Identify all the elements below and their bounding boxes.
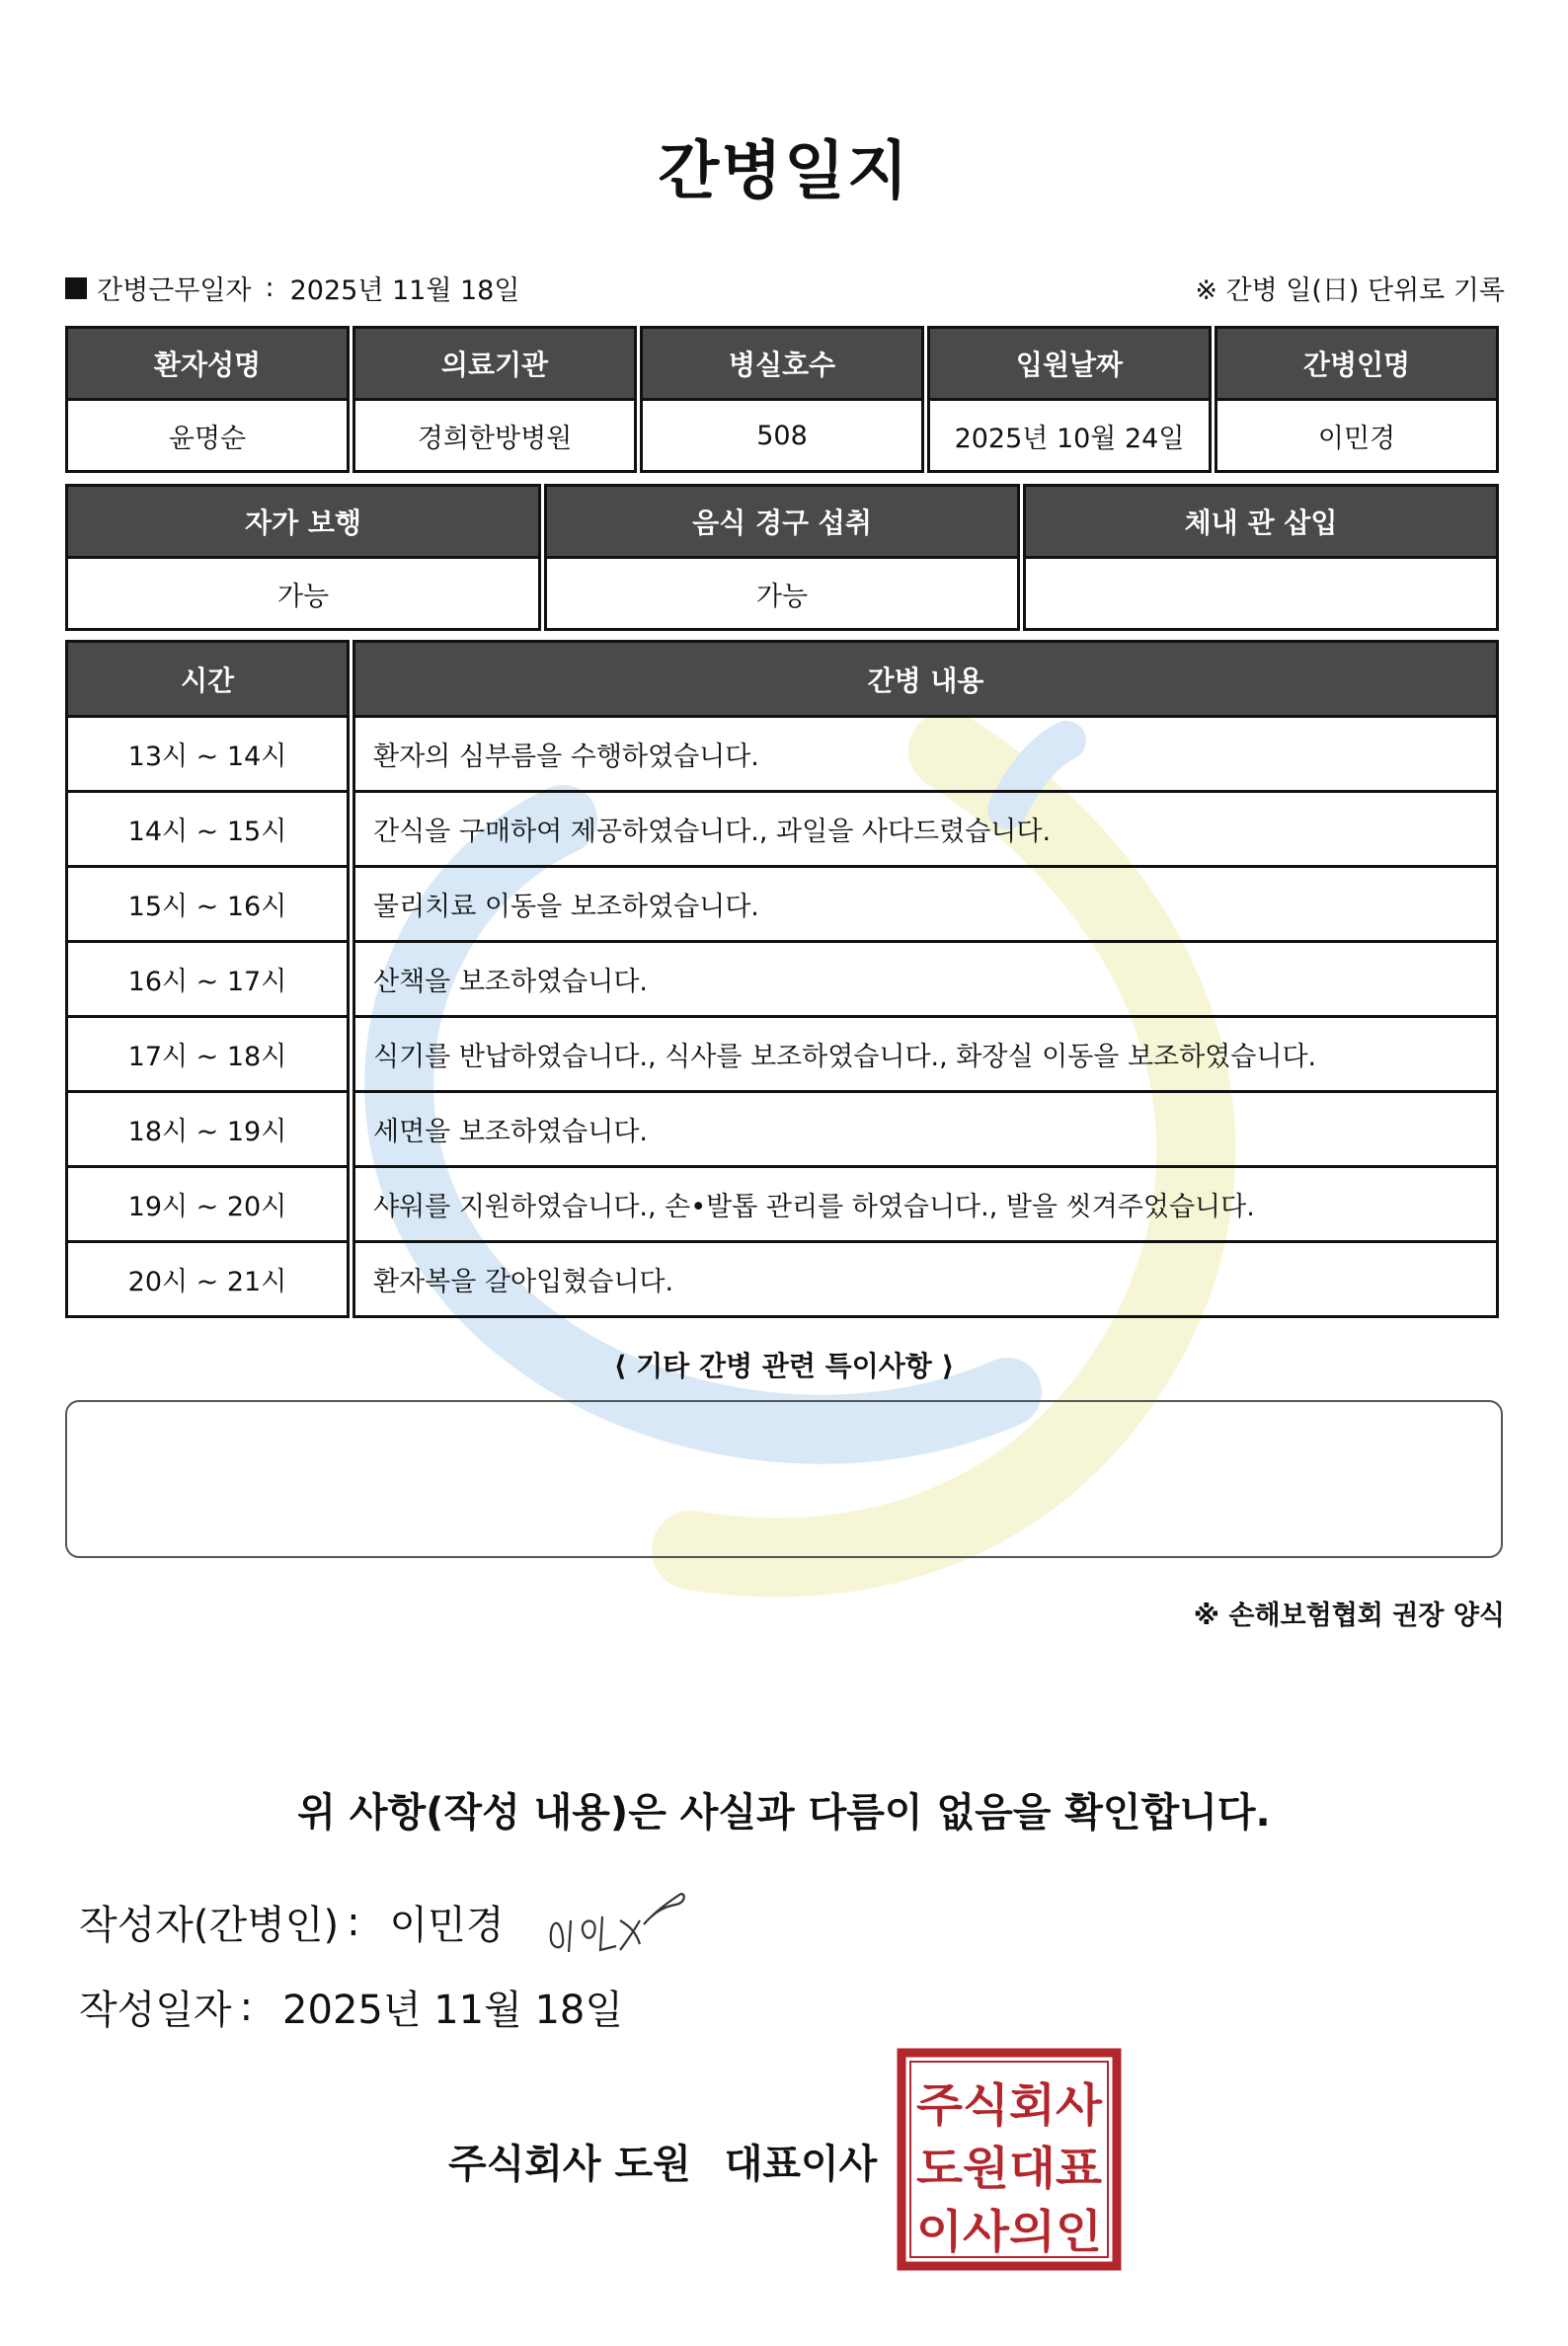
log-time: 14시 ~ 15시: [65, 793, 350, 868]
log-time: 15시 ~ 16시: [65, 868, 350, 943]
table-row: [65, 868, 1499, 943]
log-content: 세면을 보조하였습니다.: [353, 1093, 1499, 1168]
log-content: 환자의 심부름을 수행하였습니다.: [353, 718, 1499, 793]
writer-colon: :: [347, 1899, 360, 1945]
caregiver-name: 이민경: [1215, 401, 1499, 473]
square-bullet-icon: [65, 277, 87, 299]
meta-row: [65, 269, 1505, 312]
log-content: 환자복을 갈아입혔습니다.: [353, 1243, 1499, 1318]
writer-line: [79, 1894, 504, 1950]
unit-note: ※ 간병 일(日) 단위로 기록: [1195, 275, 1505, 306]
header-admission-date: 입원날짜: [927, 326, 1212, 401]
seal-line-1: 주식회사: [916, 2078, 1103, 2132]
room-number: 508: [640, 401, 924, 473]
work-date-value: 2025년 11월 18일: [289, 275, 520, 306]
work-date-label: 간병근무일자: [97, 275, 252, 306]
table-row: [65, 1018, 1499, 1093]
log-content: 샤워를 지원하였습니다., 손•발톱 관리를 하였습니다., 발을 씻겨주었습니다.: [353, 1168, 1499, 1243]
work-date-colon: :: [265, 273, 274, 303]
header-care-content: 간병 내용: [353, 640, 1499, 718]
header-room: 병실호수: [640, 326, 924, 401]
company-seal: [897, 2048, 1122, 2271]
log-content: 산책을 보조하였습니다.: [353, 943, 1499, 1018]
patient-ability-table: [62, 484, 1502, 631]
special-notes-field[interactable]: [65, 1400, 1503, 1558]
header-hospital: 의료기관: [353, 326, 637, 401]
log-time: 16시 ~ 17시: [65, 943, 350, 1018]
written-date-value: 2025년 11월 18일: [282, 1988, 623, 2033]
company-name: 주식회사 도원: [448, 2142, 691, 2187]
log-time: 20시 ~ 21시: [65, 1243, 350, 1318]
header-oral-intake: 음식 경구 섭취: [544, 484, 1020, 559]
seal-line-3: 이사의인: [916, 2205, 1102, 2258]
seal-line-2: 도원대표: [916, 2142, 1103, 2195]
table-row: [65, 1243, 1499, 1318]
tube-insertion-value: [1023, 559, 1499, 631]
header-self-walking: 자가 보행: [65, 484, 541, 559]
table-header-row: [65, 484, 1499, 559]
written-date-colon: :: [239, 1984, 254, 2030]
writer-label: 작성자(간병인): [79, 1903, 340, 1948]
log-content: 물리치료 이동을 보조하였습니다.: [353, 868, 1499, 943]
written-date-line: [79, 1979, 623, 2035]
table-row: [65, 1093, 1499, 1168]
log-content: 식기를 반납하였습니다., 식사를 보조하였습니다., 화장실 이동을 보조하였습니다.: [353, 1018, 1499, 1093]
oral-intake-value: 가능: [544, 559, 1020, 631]
self-walking-value: 가능: [65, 559, 541, 631]
patient-name: 윤명순: [65, 401, 350, 473]
care-log-table: [62, 640, 1502, 1318]
log-time: 18시 ~ 19시: [65, 1093, 350, 1168]
header-time: 시간: [65, 640, 350, 718]
admission-date: 2025년 10월 24일: [927, 401, 1212, 473]
company-title: 대표이사: [724, 2142, 878, 2187]
log-time: 17시 ~ 18시: [65, 1018, 350, 1093]
page-title: 간병일지: [658, 135, 910, 208]
writer-name: 이민경: [389, 1903, 505, 1948]
company-signoff: [448, 2133, 877, 2189]
log-content: 간식을 구매하여 제공하였습니다., 과일을 사다드렸습니다.: [353, 793, 1499, 868]
table-row: [65, 559, 1499, 631]
written-date-label: 작성일자: [79, 1988, 232, 2033]
hospital: 경희한방병원: [353, 401, 637, 473]
handwritten-signature: [541, 1881, 689, 1960]
log-time: 13시 ~ 14시: [65, 718, 350, 793]
form-note: ※ 손해보험협회 권장 양식: [1193, 1601, 1505, 1631]
table-row: [65, 1168, 1499, 1243]
confirmation-statement: 위 사항(작성 내용)은 사실과 다름이 없음을 확인합니다.: [297, 1790, 1271, 1836]
log-time: 19시 ~ 20시: [65, 1168, 350, 1243]
notes-title: ⟨ 기타 간병 관련 특이사항 ⟩: [613, 1350, 955, 1382]
table-header-row: [65, 326, 1499, 401]
work-date: [65, 269, 519, 307]
table-row: [65, 718, 1499, 793]
table-row: [65, 401, 1499, 473]
patient-info-table: [62, 326, 1502, 473]
header-caregiver-name: 간병인명: [1215, 326, 1499, 401]
header-patient-name: 환자성명: [65, 326, 350, 401]
table-row: [65, 943, 1499, 1018]
table-row: [65, 793, 1499, 868]
header-tube-insertion: 체내 관 삽입: [1023, 484, 1499, 559]
table-header-row: [65, 640, 1499, 718]
